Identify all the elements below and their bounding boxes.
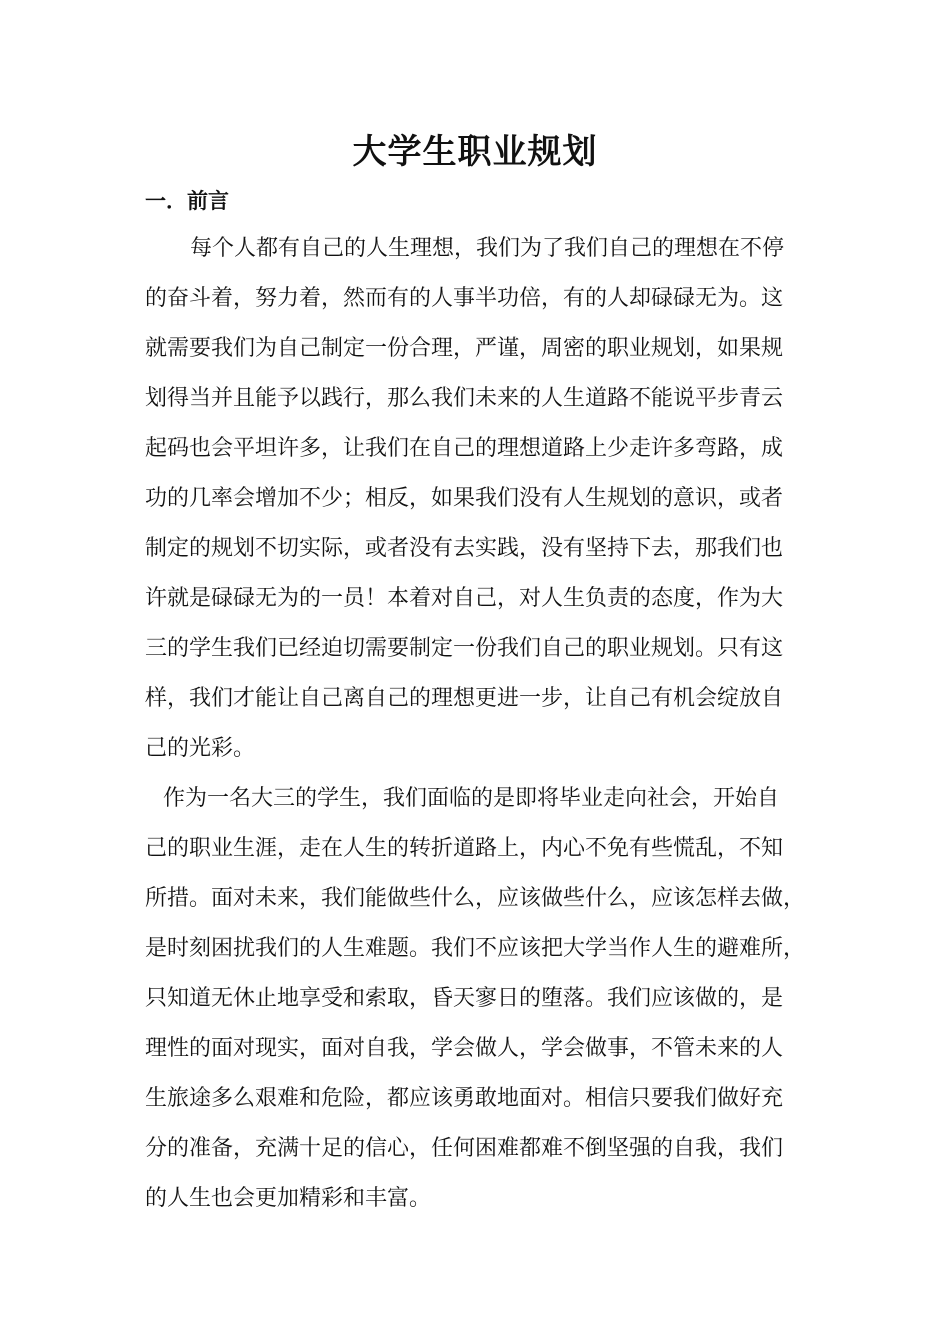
paragraph-line: 三的学生我们已经迫切需要制定一份我们自己的职业规划。只有这 bbox=[145, 636, 784, 661]
paragraph-line: 每个人都有自己的人生理想，我们为了我们自己的理想在不停 bbox=[190, 236, 785, 261]
paragraph-line: 作为一名大三的学生，我们面临的是即将毕业走向社会，开始自 bbox=[163, 786, 780, 811]
paragraph-line: 的人生也会更加精彩和丰富。 bbox=[145, 1186, 432, 1211]
paragraph-line: 划得当并且能予以践行，那么我们未来的人生道路不能说平步青云 bbox=[145, 386, 784, 411]
paragraph-line: 的奋斗着，努力着，然而有的人事半功倍，有的人却碌碌无为。这 bbox=[145, 286, 784, 311]
paragraph-line: 所措。面对未来，我们能做些什么，应该做些什么，应该怎样去做， bbox=[145, 886, 806, 911]
paragraph-line: 只知道无休止地享受和索取，昏天寥日的堕落。我们应该做的，是 bbox=[145, 986, 784, 1011]
paragraph-line: 己的职业生涯，走在人生的转折道路上，内心不免有些慌乱，不知 bbox=[145, 836, 784, 861]
paragraph-line: 起码也会平坦许多，让我们在自己的理想道路上少走许多弯路，成 bbox=[145, 436, 784, 461]
paragraph-line: 许就是碌碌无为的一员！本着对自己，对人生负责的态度，作为大 bbox=[145, 586, 784, 611]
paragraph-line: 样，我们才能让自己离自己的理想更进一步，让自己有机会绽放自 bbox=[145, 686, 784, 711]
paragraph-line: 功的几率会增加不少；相反，如果我们没有人生规划的意识，或者 bbox=[145, 486, 784, 511]
paragraph-line: 己的光彩。 bbox=[145, 736, 256, 761]
paragraph-line: 是时刻困扰我们的人生难题。我们不应该把大学当作人生的避难所， bbox=[145, 936, 806, 961]
paragraph-line: 就需要我们为自己制定一份合理，严谨，周密的职业规划，如果规 bbox=[145, 336, 784, 361]
section-heading: 一．前言 bbox=[145, 188, 229, 213]
document-title: 大学生职业规划 bbox=[352, 132, 598, 172]
paragraph-line: 制定的规划不切实际，或者没有去实践，没有坚持下去，那我们也 bbox=[145, 536, 784, 561]
paragraph-line: 理性的面对现实，面对自我，学会做人，学会做事，不管未来的人 bbox=[145, 1036, 784, 1061]
paragraph-line: 生旅途多么艰难和危险，都应该勇敢地面对。相信只要我们做好充 bbox=[145, 1086, 784, 1111]
paragraph-line: 分的准备，充满十足的信心，任何困难都难不倒坚强的自我，我们 bbox=[145, 1136, 784, 1161]
